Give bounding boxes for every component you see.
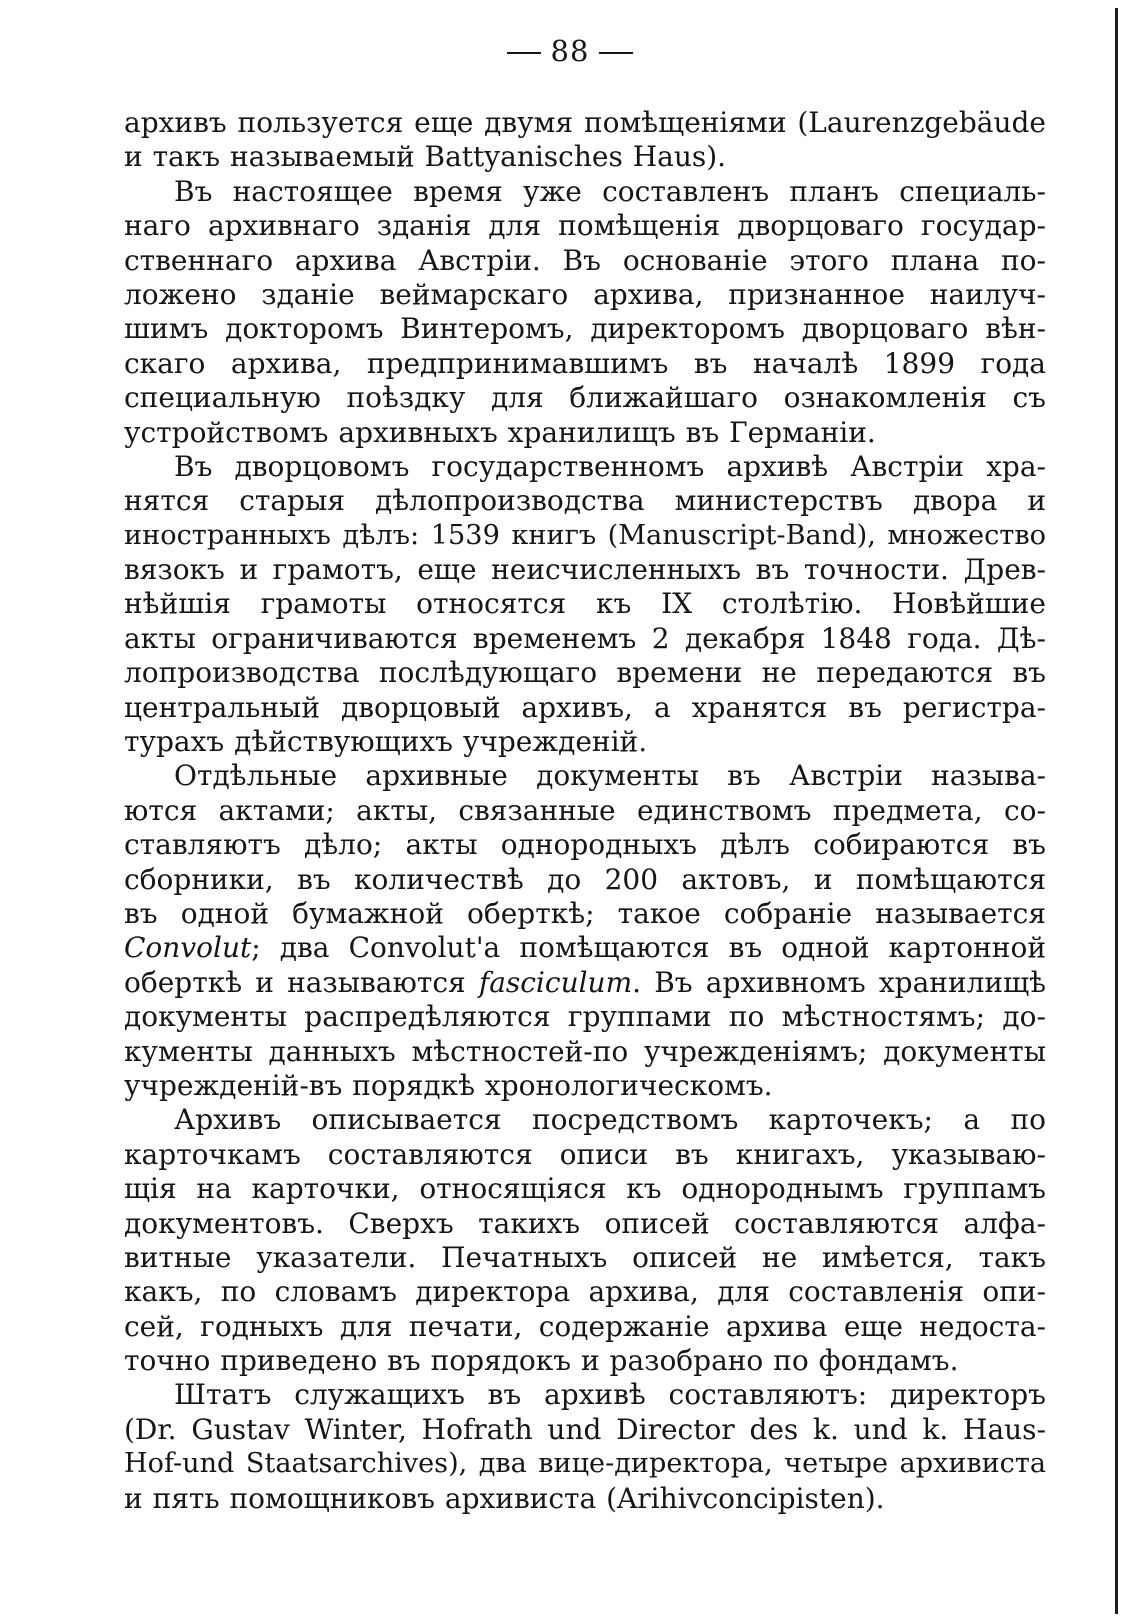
text-line: шимъ докторомъ Винтеромъ, директоромъ дворцоваго вѣн- xyxy=(124,312,1046,346)
text-line: ставляютъ дѣло; акты однородныхъ дѣлъ собираются въ xyxy=(124,828,1046,862)
body-text xyxy=(124,106,1046,1516)
text-line: вязокъ и грамотъ, еще неисчисленныхъ въ точности. Древ- xyxy=(124,553,1046,587)
page-number-dash-right xyxy=(599,52,633,54)
text-line: центральный дворцовый архивъ, а хранятся въ регистра- xyxy=(124,690,1046,724)
text-line: учрежденій-въ порядкѣ хронологическомъ. xyxy=(124,1068,773,1102)
page-edge-rule xyxy=(1115,8,1118,1614)
text-line: скаго архива, предпринимавшимъ въ началѣ 1899 года xyxy=(124,346,1046,380)
text-line: акты ограничиваются временемъ 2 декабря 1848 года. Дѣ- xyxy=(124,621,1046,655)
text-line: Отдѣльные архивные документы въ Австріи называ- xyxy=(174,759,1046,793)
text-line: Архивъ описывается посредствомъ карточекъ; а по xyxy=(174,1103,1046,1137)
text-line: витные указатели. Печатныхъ описей не имѣется, такъ xyxy=(124,1240,1046,1274)
text-line: карточкамъ составляются описи въ книгахъ, указываю- xyxy=(124,1137,1046,1171)
text-line: оберткѣ и называются fasciculum. Въ архивномъ хранилищѣ xyxy=(124,965,1046,999)
text-line: ственнаго архива Австріи. Въ основаніе этого плана по- xyxy=(124,243,1046,277)
text-line: и пять помощниковъ архивиста (Arihivconcipisten). xyxy=(124,1481,885,1515)
text-line: точно приведено въ порядокъ и разобрано по фондамъ. xyxy=(124,1344,959,1378)
text-line: Hof-und Staatsarchives), два вице-директора, четыре архивиста xyxy=(124,1448,1046,1480)
page-number-value: 88 xyxy=(550,34,590,68)
text-line: Въ дворцовомъ государственномъ архивѣ Австріи хра- xyxy=(174,449,1046,483)
text-line: сборники, въ количествѣ до 200 актовъ, и помѣщаются xyxy=(124,862,1046,896)
text-line: ложено зданіе веймарскаго архива, признанное наилуч- xyxy=(124,277,1046,311)
text-line: документовъ. Сверхъ такихъ описей составляются алфа- xyxy=(124,1206,1046,1240)
text-line: Convolut; два Convolut'а помѣщаются въ одной картонной xyxy=(124,931,1046,965)
text-line: въ одной бумажной оберткѣ; такое собраніе называется xyxy=(124,896,1046,930)
text-line: лопроизводства послѣдующаго времени не передаются въ xyxy=(124,656,1046,690)
text-line: турахъ дѣйствующихъ учрежденій. xyxy=(124,725,648,759)
text-line: архивъ пользуется еще двумя помѣщеніями (Laurenzgebäude xyxy=(124,106,1046,139)
text-line: документы распредѣляются группами по мѣстностямъ; до- xyxy=(124,1000,1046,1034)
text-line: нятся старыя дѣлопроизводства министерствъ двора и xyxy=(124,484,1046,518)
page-number xyxy=(0,34,1140,68)
text-line: Штатъ служащихъ въ архивѣ составляютъ: директоръ xyxy=(174,1378,1046,1412)
text-line: устройствомъ архивныхъ хранилищъ въ Германіи. xyxy=(124,415,876,449)
text-line: нѣйшія грамоты относятся къ IX столѣтію. Новѣйшие xyxy=(124,587,1046,621)
text-line: щія на карточки, относящіяся къ однороднымъ группамъ xyxy=(124,1172,1046,1206)
text-line: иностранныхъ дѣлъ: 1539 книгъ (Manuscript-Band), множество xyxy=(124,519,1046,551)
text-line: и такъ называемый Battyanisches Haus). xyxy=(124,140,727,174)
text-line: ются актами; акты, связанные единствомъ предмета, со- xyxy=(124,793,1046,827)
text-line: наго архивнаго зданія для помѣщенія дворцоваго государ- xyxy=(124,209,1046,243)
text-line: специальную поѣздку для ближайшаго ознакомленія съ xyxy=(124,381,1046,415)
text-line: (Dr. Gustav Winter, Hofrath und Director des k. und k. Haus- xyxy=(124,1412,1046,1446)
text-line: какъ, по словамъ директора архива, для составленія опи- xyxy=(124,1275,1046,1309)
text-line: сей, годныхъ для печати, содержаніе архива еще недоста- xyxy=(124,1309,1046,1343)
text-line: Въ настоящее время уже составленъ планъ специаль- xyxy=(174,174,1046,208)
text-line: кументы данныхъ мѣстностей-по учрежденіямъ; документы xyxy=(124,1034,1046,1068)
page-number-dash-left xyxy=(507,52,541,54)
